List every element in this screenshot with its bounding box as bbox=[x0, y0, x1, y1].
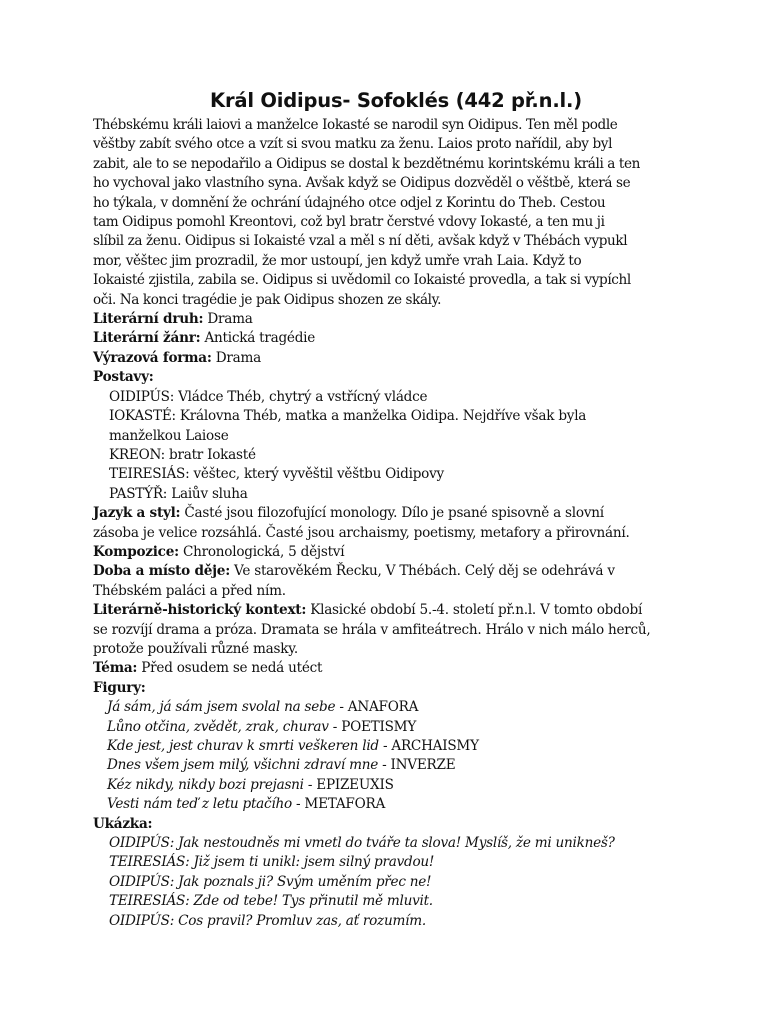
figure-item bbox=[93, 698, 693, 717]
figure-item bbox=[93, 756, 693, 775]
field-label: Kompozice: bbox=[93, 543, 179, 560]
theme-field bbox=[93, 659, 693, 678]
summary-line: tam Oidipus pomohl Kreontovi, což byl bratr čerstvé vdovy Iokasté, a ten mu ji bbox=[93, 214, 605, 231]
character-line: IOKASTÉ: Královna Théb, matka a manželka Oidipa. Nejdříve však byla bbox=[109, 408, 587, 425]
field-label: Výrazová forma: bbox=[93, 349, 212, 366]
field-label: Postavy: bbox=[93, 369, 154, 386]
figure-name: ARCHAISMY bbox=[391, 738, 479, 754]
excerpt-list bbox=[93, 834, 693, 931]
figure-item bbox=[93, 737, 693, 756]
figure-separator: - bbox=[378, 757, 391, 774]
field-value: Ve starověkém Řecku, V Thébách. Celý děj se odehrává v bbox=[234, 563, 615, 580]
character-line: TEIRESIÁS: věštec, který vyvěštil věštbu Oidipovy bbox=[109, 466, 444, 483]
figure-quote: Kde jest, jest churav k smrti veškeren lid bbox=[107, 738, 379, 754]
field-value: Před osudem se nedá utéct bbox=[141, 660, 323, 677]
literary-genre-field bbox=[93, 329, 693, 348]
field-label: Figury: bbox=[93, 679, 146, 696]
document-body bbox=[93, 116, 693, 931]
figure-separator: - bbox=[335, 699, 348, 716]
field-label: Téma: bbox=[93, 660, 138, 677]
figure-separator: - bbox=[303, 776, 317, 793]
summary-line: věštby zabít svého otce a vzít si svou matku za ženu. Laios proto nařídil, aby byl bbox=[93, 136, 613, 153]
figure-name: ANAFORA bbox=[347, 699, 419, 716]
context-continuation: protože používali různé masky. bbox=[93, 640, 298, 657]
figure-name: INVERZE bbox=[390, 757, 456, 774]
excerpt-text: OIDIPÚS: Jak poznals ji? Svým uměním přec ne! bbox=[109, 873, 432, 890]
figure-quote: Dnes všem jsem milý, všichni zdraví mne bbox=[107, 757, 379, 774]
figures-list bbox=[93, 698, 693, 814]
field-value: Časté jsou filozofující monology. Dílo je psané spisovně a slovní bbox=[184, 505, 604, 522]
summary-line: zabit, ale to se nepodařilo a Oidipus se dostal k bezdětnému korintskému králi a ten bbox=[93, 155, 640, 172]
literary-type-field bbox=[93, 310, 693, 329]
excerpt-heading bbox=[93, 815, 693, 834]
figure-separator: - bbox=[378, 738, 392, 754]
document-title: Král Oidipus- Sofoklés (442 př.n.l.) bbox=[210, 89, 582, 112]
summary-line: ho vychoval jako vlastního syna. Avšak když se Oidipus dozvěděl o věštbě, která se bbox=[93, 175, 631, 192]
field-value: Klasické období 5.-4. století př.n.l. V tomto období bbox=[310, 602, 643, 619]
field-label: Literární druh: bbox=[93, 311, 204, 328]
field-value: Chronologická, 5 dějství bbox=[182, 543, 345, 560]
language-style-field bbox=[93, 504, 693, 523]
context-continuation: se rozvíjí drama a próza. Dramata se hrála v amfiteátrech. Hrálo v nich málo herců, bbox=[93, 621, 651, 638]
figure-quote: Já sám, já sám jsem svolal na sebe bbox=[107, 699, 336, 716]
excerpt-text: OIDIPÚS: Jak nestoudněs mi vmetl do tváře ta slova! Myslíš, že mi unikneš? bbox=[109, 835, 615, 852]
figure-name: EPIZEUXIS bbox=[316, 776, 394, 793]
figures-heading bbox=[93, 679, 693, 698]
figure-quote: Vesti nám teď z letu ptačího bbox=[107, 796, 292, 813]
summary-line: ho týkala, v domnění že ochrání údajného otce odjel z Korintu do Theb. Cestou bbox=[93, 194, 606, 211]
character-line: PASTÝŘ: Laiův sluha bbox=[109, 485, 248, 502]
excerpt-text: TEIRESIÁS: Zde od tebe! Tys přinutil mě mluvit. bbox=[109, 893, 433, 910]
composition-field bbox=[93, 543, 693, 562]
excerpt-text: TEIRESIÁS: Již jsem ti unikl: jsem silný pravdou! bbox=[109, 854, 435, 871]
excerpt-line bbox=[93, 892, 693, 911]
figure-item bbox=[93, 776, 693, 795]
figure-quote: Lůno otčina, zvědět, zrak, churav bbox=[107, 718, 329, 735]
summary-line: Iokaisté zjistila, zabila se. Oidipus si uvědomil co Iokaisté provedla, a tak si vypíchl bbox=[93, 272, 631, 289]
excerpt-line bbox=[93, 853, 693, 872]
characters-heading bbox=[93, 368, 693, 387]
excerpt-text: OIDIPÚS: Cos pravil? Promluv zas, ať rozumím. bbox=[109, 912, 426, 929]
figure-separator: - bbox=[328, 718, 342, 735]
characters-list bbox=[93, 388, 693, 504]
field-value: Drama bbox=[215, 349, 261, 366]
character-line: KREON: bratr Iokasté bbox=[109, 446, 256, 463]
summary-line: slíbil za ženu. Oidipus si Iokaisté vzal a měl s ní děti, avšak když v Thébách vypukl bbox=[93, 233, 628, 250]
excerpt-line bbox=[93, 873, 693, 892]
document-page bbox=[93, 88, 693, 931]
form-field bbox=[93, 349, 693, 368]
summary-line: Thébskému králi laiovi a manželce Iokasté se narodil syn Oidipus. Ten měl podle bbox=[93, 117, 618, 133]
character-line: OIDIPÚS: Vládce Théb, chytrý a vstřícný vládce bbox=[109, 388, 428, 405]
field-label: Jazyk a styl: bbox=[93, 505, 181, 522]
field-label: Literárně-historický kontext: bbox=[93, 602, 307, 619]
character-line: manželkou Laiose bbox=[109, 427, 229, 444]
excerpt-line bbox=[93, 834, 693, 853]
field-label: Ukázka: bbox=[93, 815, 153, 832]
language-style-continuation: zásoba je velice rozsáhlá. Časté jsou archaismy, poetismy, metafory a přirovnání. bbox=[93, 524, 630, 541]
setting-continuation: Thébském paláci a před ním. bbox=[93, 582, 286, 599]
excerpt-line bbox=[93, 912, 693, 931]
figure-item bbox=[93, 795, 693, 814]
setting-field bbox=[93, 562, 693, 581]
figure-quote: Kéz nikdy, nikdy bozi prejasni bbox=[107, 776, 304, 793]
figure-name: METAFORA bbox=[304, 796, 386, 813]
field-value: Antická tragédie bbox=[204, 330, 316, 347]
field-label: Literární žánr: bbox=[93, 330, 201, 347]
plot-summary bbox=[93, 116, 693, 310]
figure-name: POETISMY bbox=[341, 718, 417, 735]
figure-item bbox=[93, 718, 693, 737]
figure-separator: - bbox=[291, 796, 305, 813]
context-field bbox=[93, 601, 693, 620]
summary-line: oči. Na konci tragédie je pak Oidipus shozen ze skály. bbox=[93, 291, 442, 308]
field-label: Doba a místo děje: bbox=[93, 563, 230, 580]
summary-line: mor, věštec jim prozradil, že mor ustoupí, jen když umře vrah Laia. Když to bbox=[93, 252, 582, 269]
field-value: Drama bbox=[207, 311, 253, 328]
